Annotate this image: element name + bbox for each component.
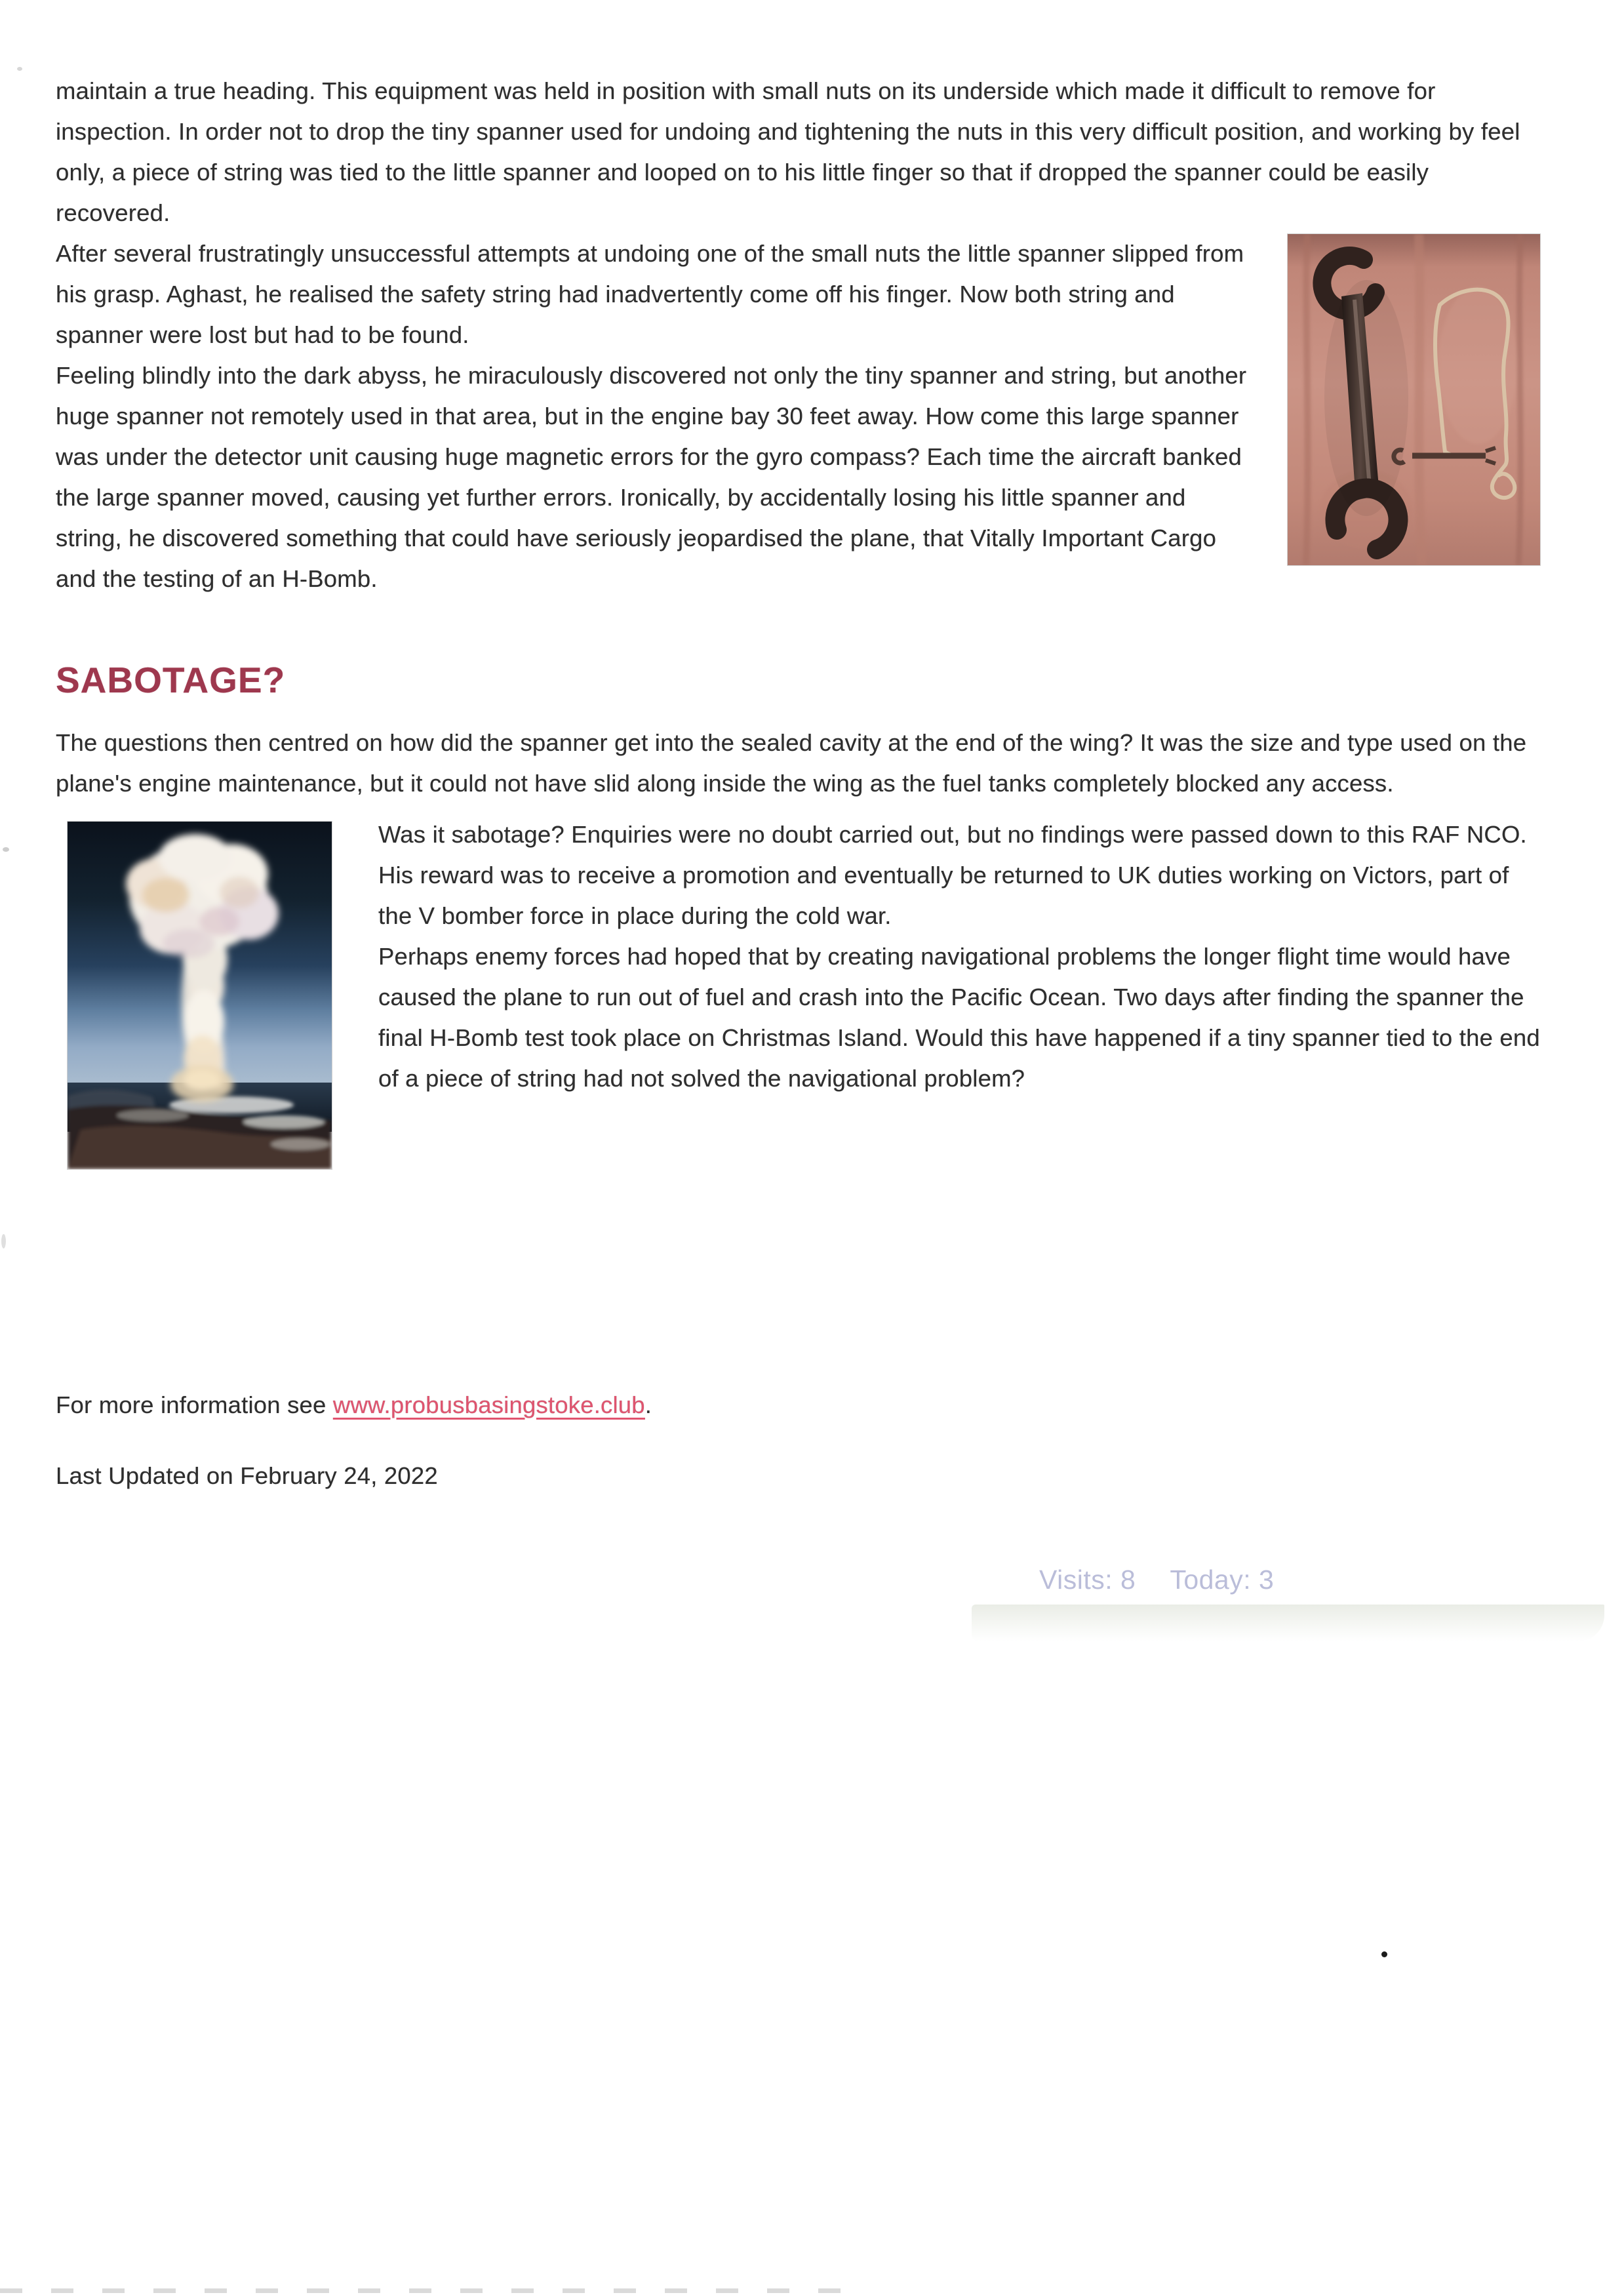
- sabotage-heading: SABOTAGE?: [56, 660, 286, 700]
- spanner-photo-graphic: [1288, 234, 1540, 565]
- scan-artifact-speck: [1, 1234, 6, 1248]
- section-was-it-sabotage: [56, 814, 1541, 1183]
- article-body: [56, 71, 1541, 1183]
- scan-artifact-dot: [1381, 1951, 1387, 1957]
- scan-artifact-speck: [3, 847, 9, 852]
- paragraph-questions-centred: The questions then centred on how did the spanner get into the sealed cavity at the end of the wing? It was the size and type used on the plane's engine maintenance, but it could not have slid along inside the wing as the fuel tanks completely blocked any access.: [56, 729, 1527, 797]
- paragraph-equipment-string: maintain a true heading. This equipment was held in position with small nuts on its underside which made it difficult to remove for inspection. In order not to drop the tiny spanner used for undoing and tightening the nuts in this very difficult position, and working by feel only, a piece of string was tied to the little spanner and looped on to his little finger so that if dropped the spanner could be easily recovered.: [56, 77, 1520, 226]
- mushroom-cloud-photo: [67, 821, 332, 1170]
- spanner-and-string-photo: [1287, 233, 1541, 566]
- visit-counters: [1039, 1565, 1274, 1595]
- scan-artifact-bottom-edge: [0, 2288, 859, 2293]
- probus-website-link[interactable]: www.probusbasingstoke.club: [332, 1391, 645, 1418]
- paragraph-was-it-sabotage: Was it sabotage? Enquiries were no doubt carried out, but no findings were passed down to this RAF NCO. His reward was to receive a promotion and eventually be returned to UK duties working on Victors, part of the V bomber force in place during the cold war.: [378, 821, 1527, 929]
- mushroom-photo-graphic: [68, 822, 332, 1169]
- paragraph-enemy-forces: Perhaps enemy forces had hoped that by creating navigational problems the longer flight time would have caused the plane to run out of fuel and crash into the Pacific Ocean. Two days after finding the spanner the final H-Bomb test took place on Christmas Island. Would this have happened if a tiny spanner tied to the end of a piece of string had not solved the navigational problem?: [378, 943, 1540, 1092]
- more-info-suffix: .: [644, 1391, 652, 1418]
- paragraph-spanner-slipped: After several frustratingly unsuccessful attempts at undoing one of the small nuts the little spanner slipped from his grasp. Aghast, he realised the safety string had inadvertently come off his finger. Now both string and spanner were lost but had to be found.: [56, 240, 1244, 348]
- more-info-line: [56, 1385, 652, 1426]
- today-count: Today: 3: [1170, 1565, 1275, 1595]
- scan-artifact-speck: [17, 67, 22, 71]
- scan-artifact-band: [972, 1605, 1604, 1641]
- visits-count: Visits: 8: [1039, 1565, 1136, 1595]
- paragraph-feeling-blindly: Feeling blindly into the dark abyss, he miraculously discovered not only the tiny spanner and string, but another huge spanner not remotely used in that area, but in the engine bay 30 feet away. How come this large spanner was under the detector unit causing huge magnetic errors for the gyro compass? Each time the aircraft banked the large spanner moved, causing yet further errors. Ironically, by accidentally losing his little spanner and string, he discovered something that could have seriously jeopardised the plane, that Vitally Important Cargo and the testing of an H-Bomb.: [56, 362, 1247, 592]
- section-lost-spanner: [56, 233, 1541, 599]
- last-updated-text: Last Updated on February 24, 2022: [56, 1462, 438, 1489]
- more-info-prefix: For more information see: [56, 1391, 333, 1418]
